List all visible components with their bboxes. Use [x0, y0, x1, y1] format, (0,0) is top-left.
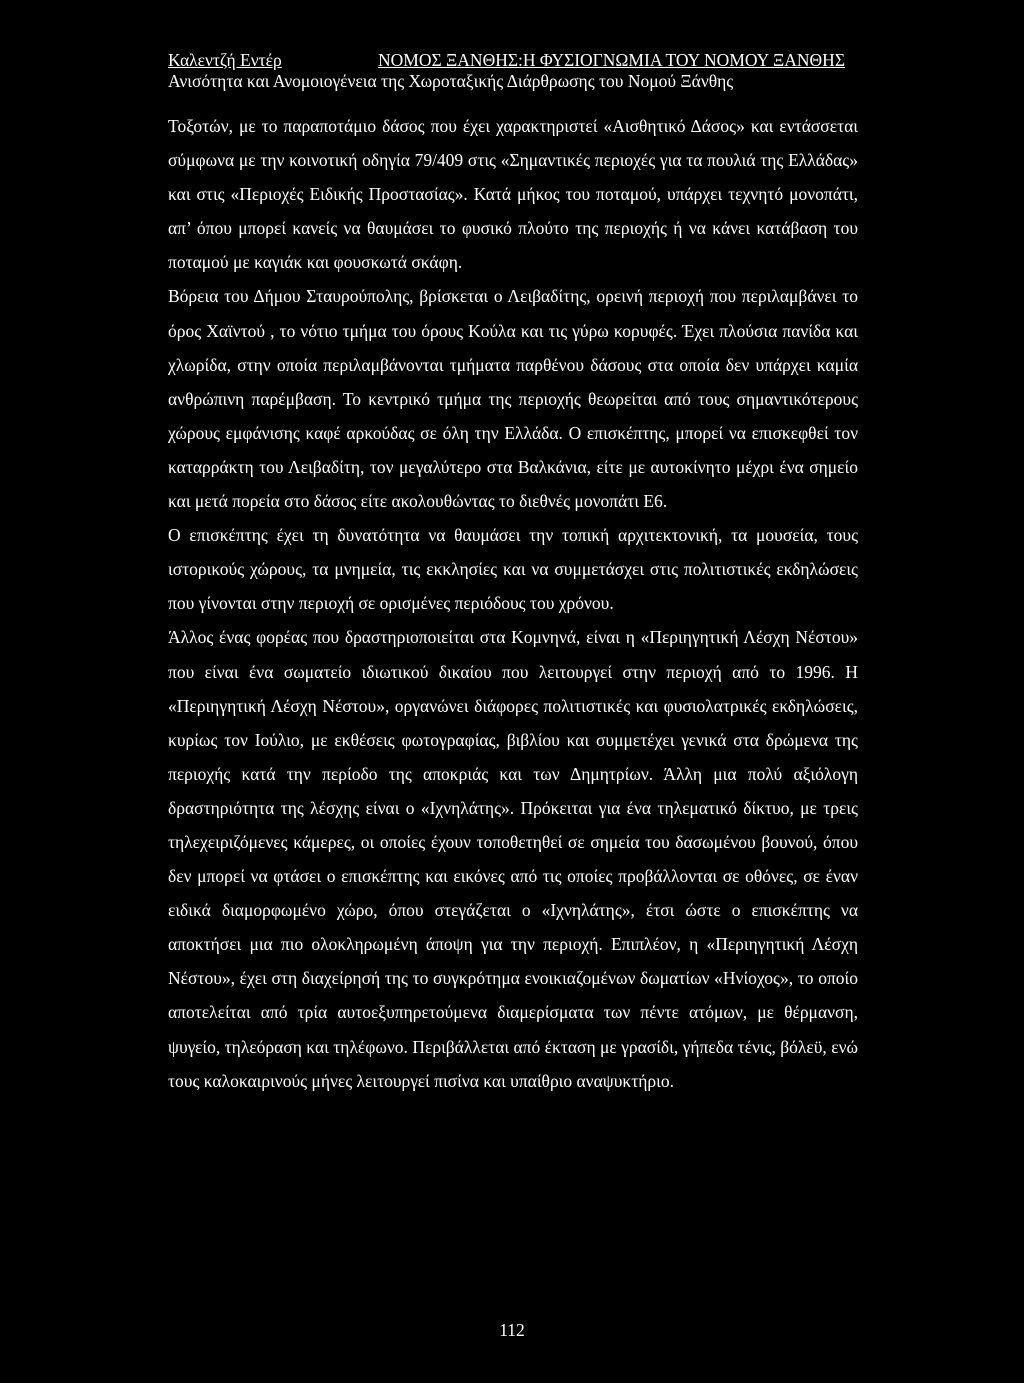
- page-number: 112: [499, 1320, 525, 1340]
- paragraph-4: Άλλος ένας φορέας που δραστηριοποιείται στα Κομνηνά, είναι η «Περιηγητική Λέσχη Νέστου» που είναι ένα σωματείο ιδιωτικού δικαίου που λειτουργεί στην περιοχή από το 1996. Η «Περιηγητική Λέσχη Νέστου», οργανώνει διάφορες πολιτιστικές και φυσιολατρικές εκδηλώσεις, κυρίως τον Ιούλιο, με εκθέσεις φωτογραφίας, βιβλίου και συμμετέχει γενικά στα δρώμενα της περιοχής κατά την περίοδο της αποκριάς και των Δημητρίων. Άλλη μια πολύ αξιόλογη δραστηριότητα της λέσχης είναι ο «Ιχνηλάτης». Πρόκειται για ένα τηλεματικό δίκτυο, με τρεις τηλεχειριζόμενες κάμερες, οι οποίες έχουν τοποθετηθεί σε σημεία του δασωμένου βουνού, όπου δεν μπορεί να φτάσει ο επισκέπτης και εικόνες από τις οποίες προβάλλονται σε οθόνες, σε έναν ειδικά διαμορφωμένο χώρο, όπου στεγάζεται ο «Ιχνηλάτης», έτσι ώστε ο επισκέπτης να αποκτήσει μια πιο ολοκληρωμένη άποψη για την περιοχή. Επιπλέον, η «Περιηγητική Λέσχη Νέστου», έχει στη διαχείρησή της το συγκρότημα ενοικιαζομένων δωματίων «Ηνίοχος», το οποίο αποτελείται από τρία αυτοεξυπηρετούμενα διαμερίσματα των πέντε ατόμων, με θέρμανση, ψυγείο, τηλεόραση και τηλέφωνο. Περιβάλλεται από έκταση με γρασίδι, γήπεδα τένις, βόλεϋ, ενώ τους καλοκαιρινούς μήνες λειτουργεί πισίνα και υπαίθριο αναψυκτήριο.: [168, 627, 858, 1091]
- running-header: [168, 50, 868, 92]
- header-author: Καλεντζή Εντέρ: [168, 50, 282, 70]
- body-text: [168, 109, 858, 1098]
- paragraph-3: Ο επισκέπτης έχει τη δυνατότητα να θαυμάσει την τοπική αρχιτεκτονική, τα μουσεία, τους ιστορικούς χώρους, τα μνημεία, τις εκκλησίες και να συμμετάσχει στις πολιτιστικές εκδηλώσεις που γίνονται στην περιοχή σε ορισμένες περιόδους του χρόνου.: [168, 525, 858, 614]
- header-subtitle: Ανισότητα και Ανομοιογένεια της Χωροταξικής Διάρθρωσης του Νομού Ξάνθης: [168, 71, 734, 91]
- header-title: ΝΟΜΟΣ ΞΑΝΘΗΣ:Η ΦΥΣΙΟΓΝΩΜΙΑ ΤΟΥ ΝΟΜΟΥ ΞΑΝΘΗΣ: [378, 50, 846, 70]
- paragraph-1: Τοξοτών, με το παραποτάμιο δάσος που έχει χαρακτηριστεί «Αισθητικό Δάσος» και εντάσσεται σύμφωνα με την κοινοτική οδηγία 79/409 στις «Σημαντικές περιοχές για τα πουλιά της Ελλάδας» και στις «Περιοχές Ειδικής Προστασίας». Κατά μήκος του ποταμού, υπάρχει τεχνητό μονοπάτι, απ’ όπου μπορεί κανείς να θαυμάσει το φυσικό πλούτο της περιοχής ή να κάνει κατάβαση του ποταμού με καγιάκ και φουσκωτά σκάφη.: [168, 116, 858, 273]
- header-line-1: [168, 50, 868, 71]
- paragraph-2: Βόρεια του Δήμου Σταυρούπολης, βρίσκεται ο Λειβαδίτης, ορεινή περιοχή που περιλαμβάνει το όρος Χαϊντού , το νότιο τμήμα του όρους Κούλα και τις γύρω κορυφές. Έχει πλούσια πανίδα και χλωρίδα, στην οποία περιλαμβάνονται τμήματα παρθένου δάσους στα οποία δεν υπάρχει καμία ανθρώπινη παρέμβαση. Το κεντρικό τμήμα της περιοχής θεωρείται από τους σημαντικότερους χώρους εμφάνισης καφέ αρκούδας σε όλη την Ελλάδα. Ο επισκέπτης, μπορεί να επισκεφθεί τον καταρράκτη του Λειβαδίτη, τον μεγαλύτερο στα Βαλκάνια, είτε με αυτοκίνητο μέχρι ένα σημείο και μετά πορεία στο δάσος είτε ακολουθώντας το διεθνές μονοπάτι Ε6.: [168, 286, 858, 512]
